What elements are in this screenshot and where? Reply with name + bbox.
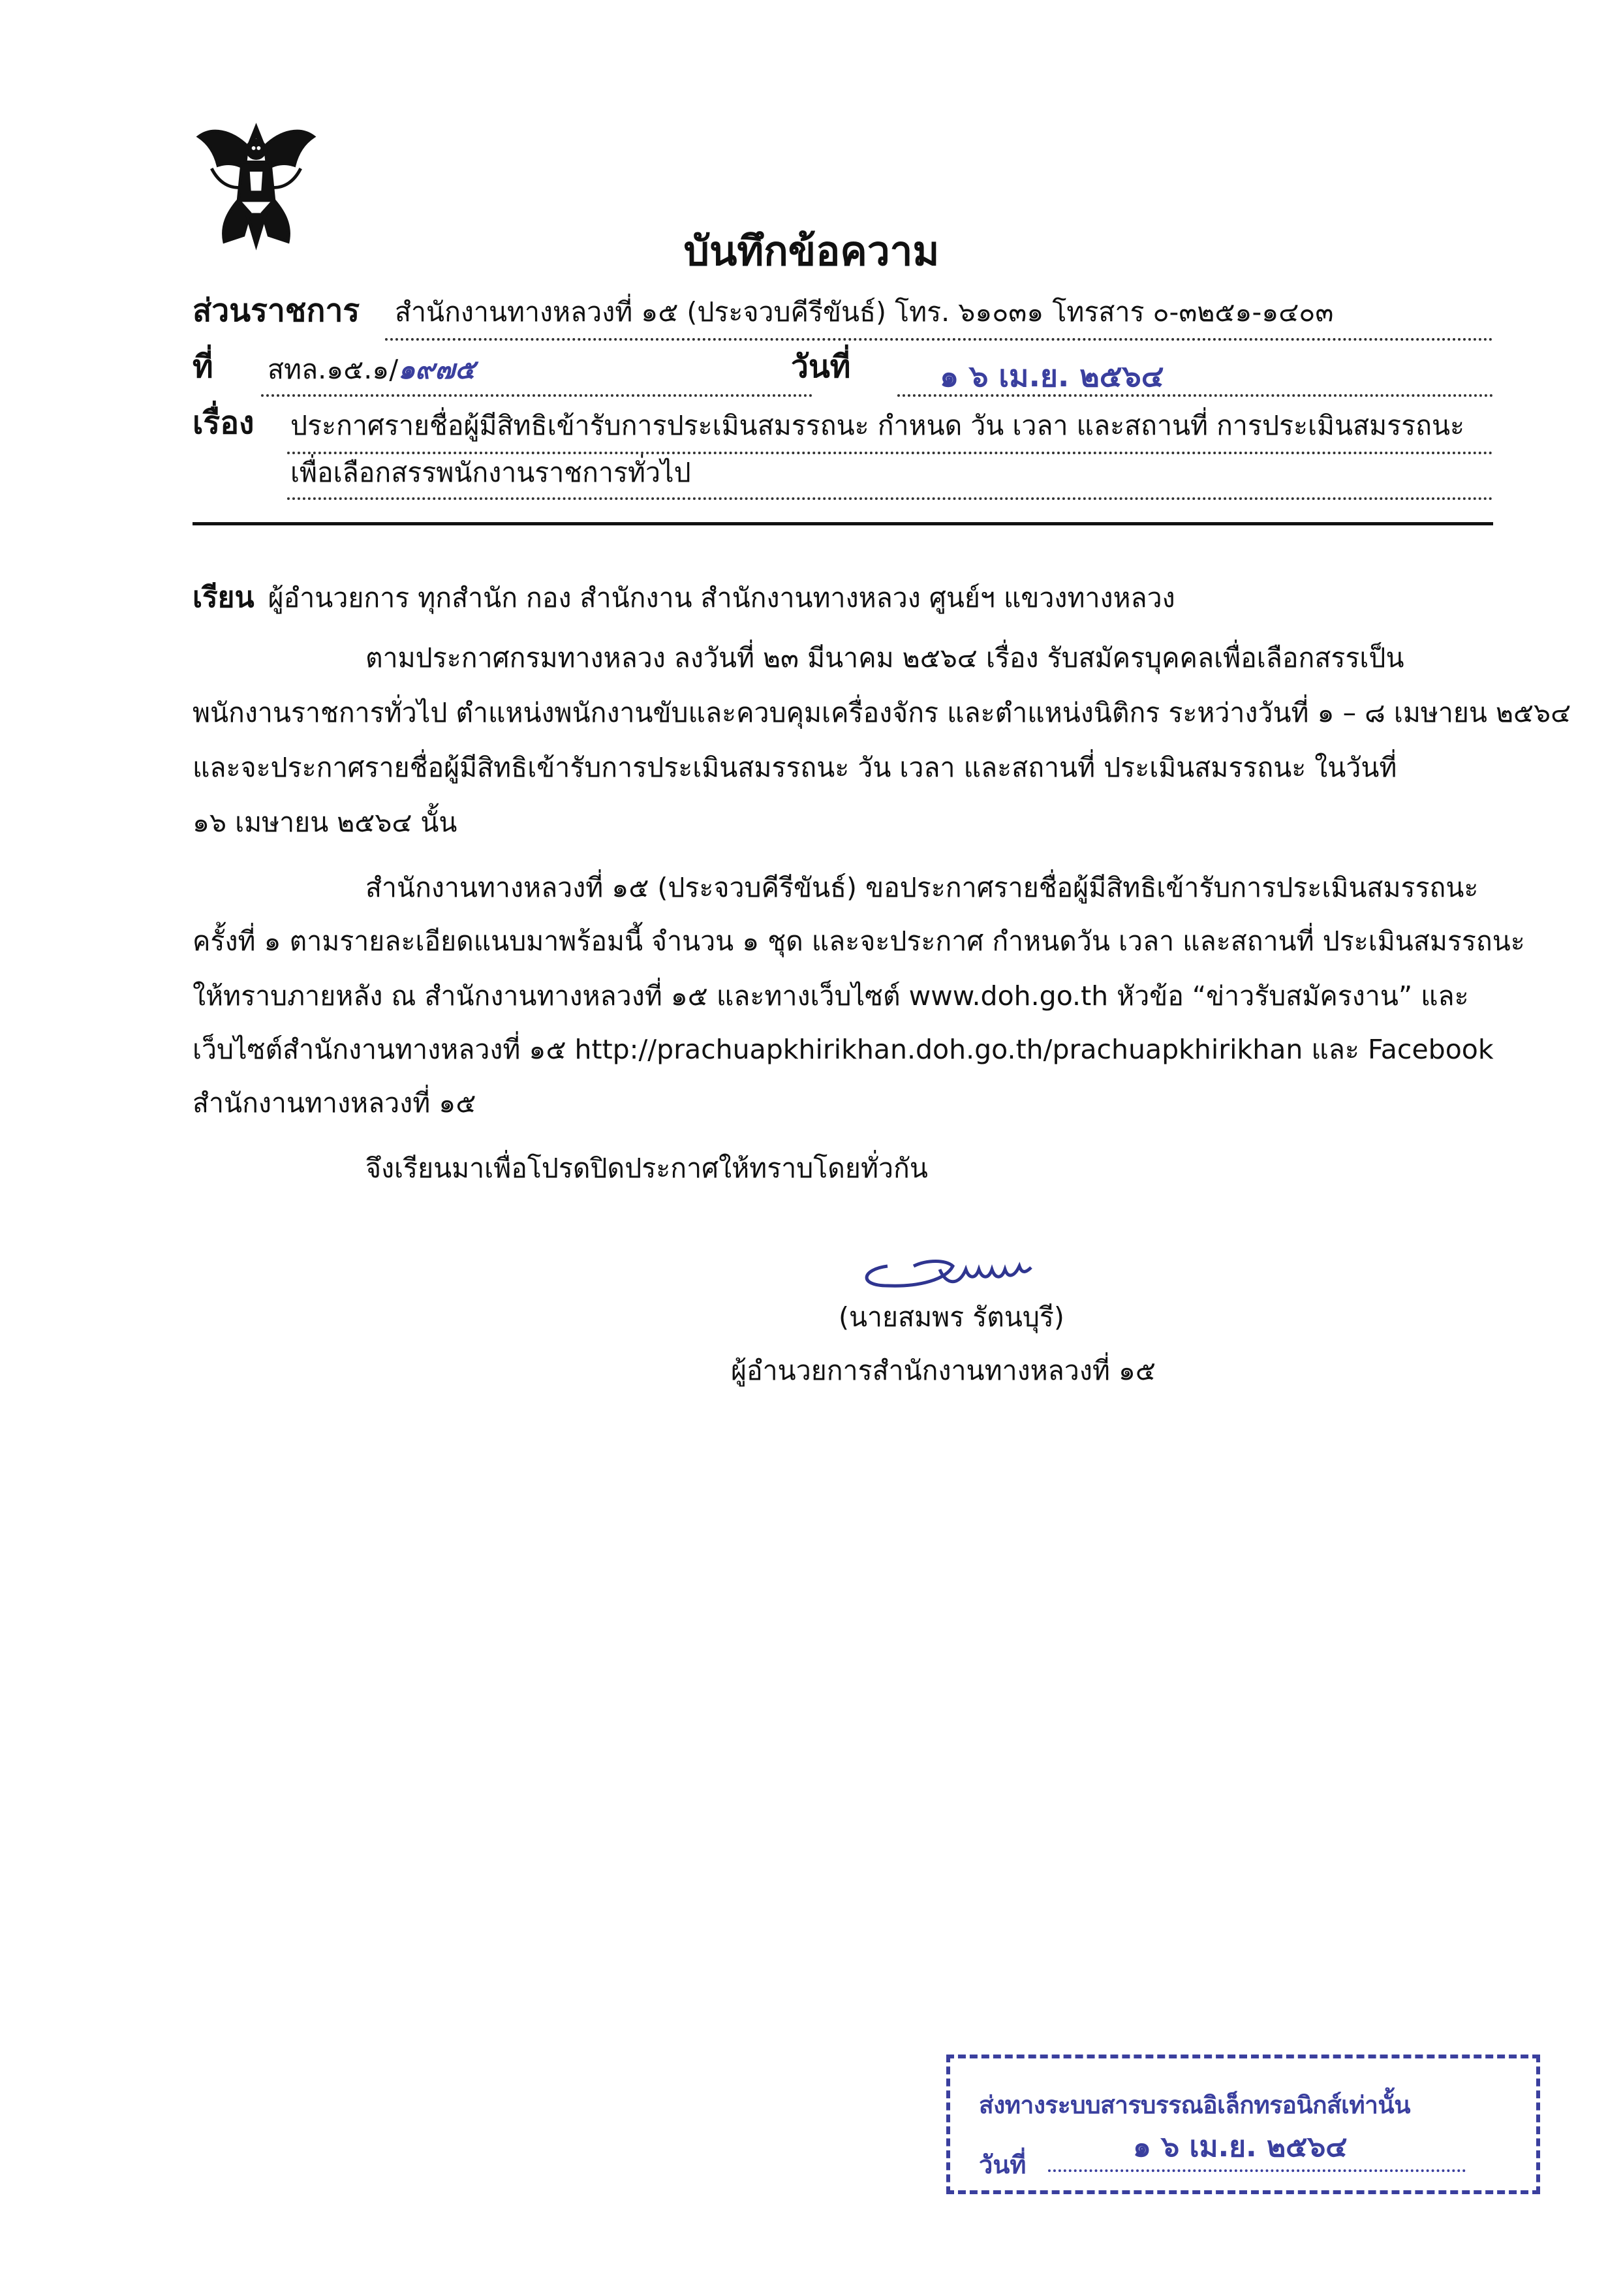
para2-line-4: เว็บไซต์สำนักงานทางหลวงที่ ๑๕ http://prachuapkhirikhan.doh.go.th/prachuapkhirikhan และ Facebook xyxy=(193,1034,1494,1065)
signatory-name: (นายสมพร รัตนบุรี) xyxy=(839,1301,1064,1333)
stamp-line-1: ส่งทางระบบสารบรรณอิเล็กทรอนิกส์เท่านั้น xyxy=(979,2091,1410,2119)
ref-value xyxy=(268,354,475,386)
para2-line-1: สำนักงานทางหลวงที่ ๑๕ (ประจวบคีรีขันธ์) ขอประกาศรายชื่อผู้มีสิทธิเข้ารับการประเมินสมรรถนะ xyxy=(365,872,1479,903)
para2-line-2: ครั้งที่ ๑ ตามรายละเอียดแนบมาพร้อมนี้ จำนวน ๑ ชุด และจะประกาศ กำหนดวัน เวลา และสถานที่ ประเมินสมรรถนะ xyxy=(193,925,1525,957)
agency-label: ส่วนราชการ xyxy=(193,292,360,329)
ref-label: ที่ xyxy=(193,349,213,385)
subject-dotted-line-1 xyxy=(287,452,1493,454)
agency-dotted-line xyxy=(385,338,1493,341)
handwritten-signature xyxy=(848,1240,1057,1299)
stamp-date-dotted xyxy=(1048,2169,1466,2172)
ref-value-prefix: สทล.๑๕.๑/ xyxy=(268,354,399,385)
salutation xyxy=(193,574,1175,620)
header-divider xyxy=(193,522,1493,525)
subject-dotted-line-2 xyxy=(287,497,1493,500)
para1-line-2: พนักงานราชการทั่วไป ตำแหน่งพนักงานขับและควบคุมเครื่องจักร และตำแหน่งนิติกร ระหว่างวันที่ ๑ – ๘ เมษายน ๒๕๖๔ xyxy=(193,697,1571,728)
para1-line-1: ตามประกาศกรมทางหลวง ลงวันที่ ๒๓ มีนาคม ๒๕๖๔ เรื่อง รับสมัครบุคคลเพื่อเลือกสรรเป็น xyxy=(365,642,1404,674)
to-value: ผู้อำนวยการ ทุกสำนัก กอง สำนักงาน สำนักงานทางหลวง ศูนย์ฯ แขวงทางหลวง xyxy=(268,582,1175,613)
para1-line-3: และจะประกาศรายชื่อผู้มีสิทธิเข้ารับการประเมินสมรรถนะ วัน เวลา และสถานที่ ประเมินสมรรถนะ ในวันที่ xyxy=(193,752,1397,783)
para1-line-4: ๑๖ เมษายน ๒๕๖๔ นั้น xyxy=(193,807,457,838)
closing-line: จึงเรียนมาเพื่อโปรดปิดประกาศให้ทราบโดยทั่วกัน xyxy=(365,1153,928,1184)
to-label: เรียน xyxy=(193,581,255,614)
subject-label: เรื่อง xyxy=(193,405,255,441)
date-stamp-value: ๑ ๖ เม.ย. ๒๕๖๔ xyxy=(940,358,1164,394)
para2-line-5: สำนักงานทางหลวงที่ ๑๕ xyxy=(193,1087,476,1119)
e-document-stamp xyxy=(946,2055,1540,2194)
date-dotted-line xyxy=(897,394,1493,397)
date-label: วันที่ xyxy=(791,349,851,385)
subject-line-2: เพื่อเลือกสรรพนักงานราชการทั่วไป xyxy=(290,457,691,488)
signatory-position: ผู้อำนวยการสำนักงานทางหลวงที่ ๑๕ xyxy=(731,1355,1156,1386)
ref-dotted-line xyxy=(261,394,812,397)
para2-line-3: ให้ทราบภายหลัง ณ สำนักงานทางหลวงที่ ๑๕ และทางเว็บไซต์ www.doh.go.th หัวข้อ “ข่าวรับสมัครงาน” และ xyxy=(193,980,1469,1012)
ref-value-handwritten: ๑๙๗๕ xyxy=(398,354,476,385)
subject-line-1: ประกาศรายชื่อผู้มีสิทธิเข้ารับการประเมินสมรรถนะ กำหนด วัน เวลา และสถานที่ การประเมินสมรรถนะ xyxy=(290,410,1465,441)
page-title: บันทึกข้อความ xyxy=(683,227,940,275)
stamp-date-value: ๑ ๖ เม.ย. ๒๕๖๔ xyxy=(1133,2130,1348,2164)
agency-value: สำนักงานทางหลวงที่ ๑๕ (ประจวบคีรีขันธ์) โทร. ๖๑๐๓๑ โทรสาร ๐-๓๒๕๑-๑๔๐๓ xyxy=(395,296,1334,328)
stamp-date-label: วันที่ xyxy=(979,2150,1027,2179)
